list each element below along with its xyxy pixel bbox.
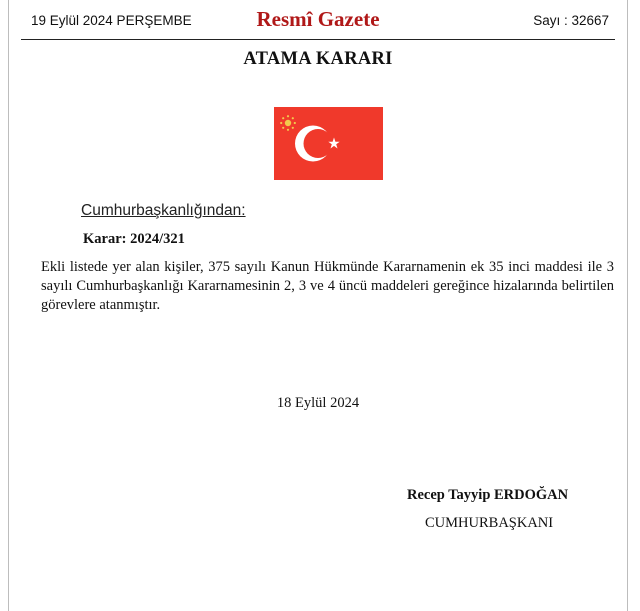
gazette-page bbox=[8, 0, 628, 611]
signature-date: 18 Eylül 2024 bbox=[276, 395, 360, 411]
issuer-label: Cumhurbaşkanlığından: bbox=[81, 202, 246, 219]
presidential-flag-icon bbox=[274, 107, 383, 180]
decision-body-text: Ekli listede yer alan kişiler, 375 sayılı Kanun Hükmünde Kararnamenin ek 35 inci maddesi ile 3 sayılı Cumhurbaşkanlığı Kararnamesinin 2, 3 ve 4 üncü maddeleri gereğince hizalarında belirtilen görevlere atanmıştır. bbox=[41, 259, 614, 313]
issue-number: Sayı : 32667 bbox=[533, 13, 609, 28]
header-divider bbox=[21, 39, 615, 40]
signer-name: Recep Tayyip ERDOĞAN bbox=[407, 487, 569, 503]
publication-date: 19 Eylül 2024 PERŞEMBE bbox=[31, 13, 192, 28]
gazette-title: Resmî Gazete bbox=[256, 7, 380, 31]
signer-title: CUMHURBAŞKANI bbox=[425, 515, 554, 531]
document-title: ATAMA KARARI bbox=[243, 49, 393, 69]
decision-number: Karar: 2024/321 bbox=[83, 231, 185, 247]
